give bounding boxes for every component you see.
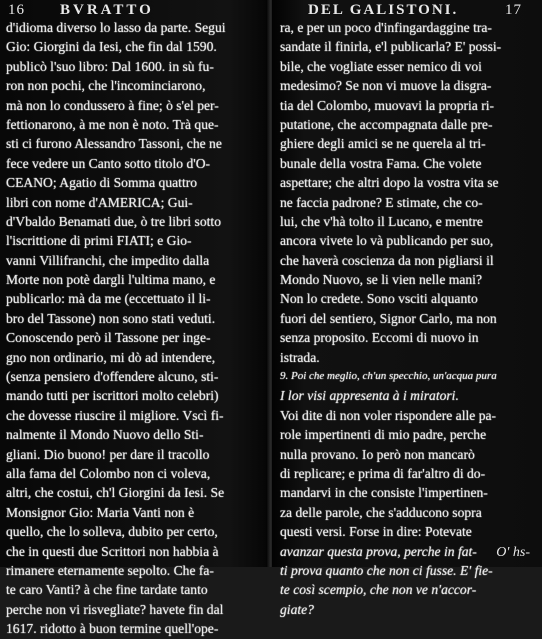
text-line: che haverà coscienza da non pigliarsi il [280, 252, 494, 268]
text-line: bro del Tassone) non sono stati veduti. [6, 310, 216, 326]
page-number: 16 [8, 2, 25, 18]
text-line: libri con nome d'AMERICA; Gui- [6, 194, 193, 210]
text-line: rimanere eternamente sepolto. Che fa- [6, 562, 214, 578]
text-line: bile, che vogliate esser nemico di voi [280, 58, 482, 74]
text-line: ghiere degli amici se ne querela al tri- [280, 136, 486, 152]
text-line: gno non ordinario, mi dò ad intendere, [6, 349, 216, 365]
text-line: vanni Villifranchi, che impedito dalla [6, 252, 210, 268]
page-number: 17 [505, 2, 522, 18]
text-line: 1617. ridotto à buon termine quell'ope- [6, 621, 219, 637]
verse-line: 9. Poi che meglio, ch'un specchio, un'acqua pura [280, 370, 497, 383]
text-line: Mondo Nuovo, se li vien nelle mani? [280, 272, 482, 288]
text-line: mà non lo condussero à fine; ò s'el per- [6, 97, 219, 113]
text-line: Monsignor Gio: Maria Vanti non è [6, 504, 195, 520]
text-line: ne faccia padrone? E stimate, che co- [280, 194, 483, 210]
text-line: (senza pensiero d'offendere alcuno, sti- [6, 369, 219, 385]
text-line: quello, che lo solleva, dubito per certo, [6, 524, 218, 540]
text-line: sti ci furono Alessandro Tassoni, che ne [6, 136, 222, 152]
text-line: putatione, che accompagnata dalle pre- [280, 116, 493, 132]
left-page [0, 0, 270, 637]
text-line: nalmente il Mondo Nuovo dello Sti- [6, 427, 204, 443]
text-line: mandarvi in che consiste l'impertinen- [280, 485, 488, 501]
text-line: ron non pochi, che l'incominciarono, [6, 78, 206, 94]
text-line: nulla provano. Io però non mancarò [280, 446, 475, 462]
text-line: Voi dite di non voler rispondere alle pa- [280, 407, 497, 423]
text-line: gliani. Dio buono! per dare il tracollo [6, 446, 210, 462]
text-line: lui, che v'hà tolto il Lucano, e mentre [280, 213, 483, 229]
text-line: publicarlo: mà da me (eccettuato il li- [6, 291, 211, 307]
right-page-body [280, 18, 538, 619]
text-line: medesimo? Se non vi muove la disgra- [280, 78, 492, 94]
verse-line: I lor visi appresenta à i miratori. [280, 388, 459, 404]
text-line: ti prova quanto che non ci fusse. E' fie- [280, 562, 493, 578]
left-page-body [6, 18, 264, 639]
text-line: di replicare; e prima di far'altro di do- [280, 465, 486, 481]
text-line: fece vedere un Canto sotto titolo d'O- [6, 155, 211, 171]
text-line: che dovesse riuscire il migliore. Vscì fi- [6, 407, 224, 423]
text-line: fuori del sentiero, Signor Carlo, ma non [280, 310, 497, 326]
text-line: questi versi. Forse in dire: Potevate [280, 524, 472, 540]
text-line: te caro Vanti? à che fine tardate tanto [6, 582, 208, 598]
text-line: ancora vivete lo và publicando per suo, [280, 233, 494, 249]
catchword: O' hs- [496, 545, 530, 560]
text-line: publicò l'suo libro: Dal 1600. in sù fu- [6, 58, 214, 74]
text-line: ra, e per un poco d'infingardaggine tra- [280, 20, 492, 35]
text-line: giate? [280, 601, 314, 617]
text-line: role impertinenti di mio padre, perche [280, 427, 487, 443]
running-head: DEL GALISTONI. [308, 2, 459, 18]
text-line: altri, che costui, ch'l Giorgini da Iesi. Se [6, 485, 225, 501]
text-line: perche non vi risvegliate? havete fin dal [6, 601, 224, 617]
text-line: mando tutti per iscrittori molto celebri) [6, 388, 219, 404]
text-line: istrada. [280, 349, 320, 365]
text-line: l'iscrittione di primi FIATI; e Gio- [6, 233, 192, 249]
text-line: Morte non potè dargli l'ultima mano, e [6, 272, 216, 288]
text-line: d'Vbaldo Benamati due, ò tre libri sotto [6, 213, 221, 229]
text-line: d'idioma diverso lo lasso da parte. Segui [6, 20, 226, 35]
text-line: tia del Colombo, muovavi la propria ri- [280, 97, 495, 113]
text-line: alla fama del Colombo non ci voleva, [6, 465, 211, 481]
text-line: za delle parole, che s'adducono sopra [280, 504, 482, 520]
text-line: fettionarono, à me non è noto. Trà que- [6, 116, 219, 132]
text-line: sandate il finirla, e'l publicarla? E' possi- [280, 39, 502, 55]
text-line: avanzar questa prova, perche in fat- [280, 543, 477, 559]
text-line: bunale della vostra Fama. Che volete [280, 155, 482, 171]
text-line: aspettare; che altri dopo la vostra vita se [280, 175, 499, 191]
text-line: che in questi due Scrittori non habbia à [6, 543, 219, 559]
text-line: Conoscendo però il Tassone per inge- [6, 330, 211, 346]
text-line: Non lo credete. Sono vsciti alquanto [280, 291, 478, 307]
text-line: Gio: Giorgini da Iesi, che fin dal 1590. [6, 39, 217, 55]
text-line: CEANO; Agatio di Somma quattro [6, 175, 198, 191]
text-line: senza proposito. Eccomi di nuovo in [280, 330, 479, 346]
running-head: BVRATTO [60, 2, 154, 18]
text-line: te così scempio, che non ve n'accor- [280, 582, 477, 598]
right-page [272, 0, 542, 617]
